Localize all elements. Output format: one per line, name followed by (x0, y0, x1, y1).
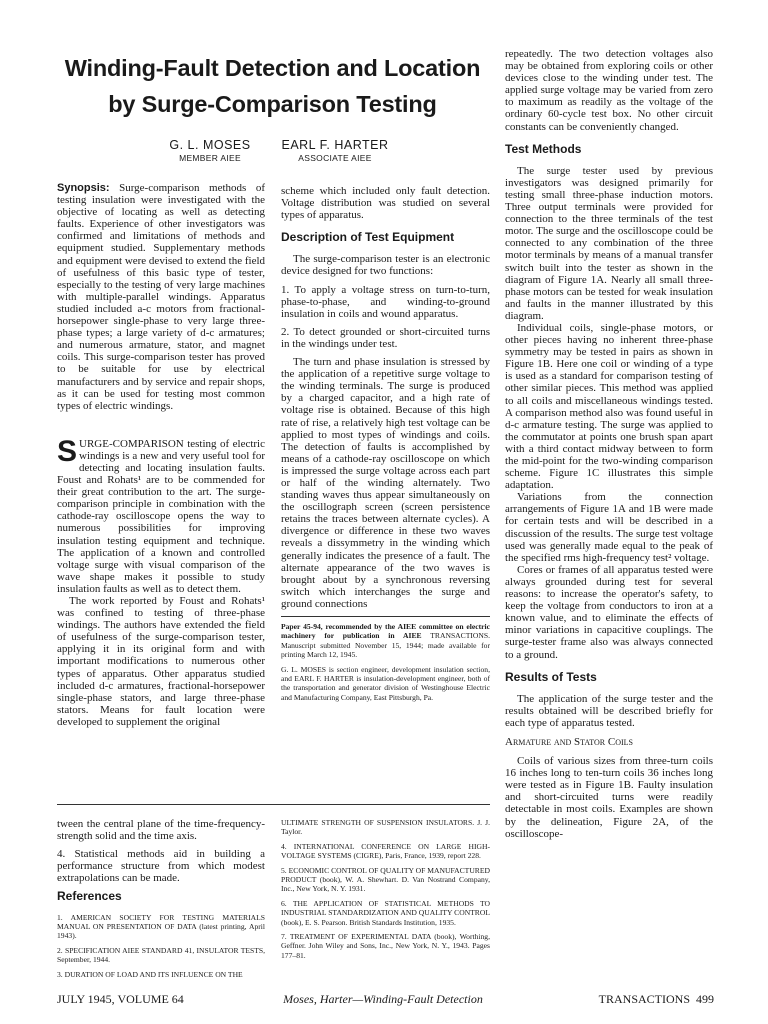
footnote-bold: Paper 45-94, recommended by the AIEE committee on electric machinery for publication in AIEE (281, 622, 490, 641)
synopsis (57, 182, 265, 412)
body-paragraph: Cores or frames of all apparatus tested were always grounded during test for several reasons: to increase the operator's safety, to keep the voltage from conductors to iron at a known value, and to eliminate the effects of minor variations in capacitive couplings. The surge-tester frame also was always connected to a ground. (505, 563, 713, 661)
intro-paragraph (57, 434, 265, 595)
body-paragraph: Individual coils, single-phase motors, or other pieces having no inherent three-phase symmetry may be tested in pairs as shown in Figure 1B. Here one coil or winding of a type is used as a standard for comparison testing of other similar pieces. This method was applied to all coils and miscellaneous windings tested. A comparison method also was found useful in d-c armature testing. The surge was applied to the commutator at points one brush span apart with a third contact midway between to form the mid-point for the two-winding comparison scheme. Figure 1C illustrates this simple adaptation. (505, 321, 713, 492)
footnote-paper-info (281, 622, 490, 660)
reference-item: 4. INTERNATIONAL CONFERENCE ON LARGE HIGH-VOLTAGE SYSTEMS (CIGRE), Paris, France, 1939, report 228. (281, 841, 490, 861)
footnote-divider (281, 616, 490, 617)
section-heading-test-methods: Test Methods (505, 141, 582, 156)
author-affiliation: MEMBER AIEE (179, 153, 241, 163)
title-line-1: Winding-Fault Detection and Location (64, 55, 481, 81)
reference-item: 2. SPECIFICATION AIEE STANDARD 41, INSULATOR TESTS, September, 1944. (57, 945, 265, 965)
reference-item: 3. DURATION OF LOAD AND ITS INFLUENCE ON THE (57, 969, 243, 979)
list-item: 2. To detect grounded or short-circuited turns in the windings under test. (281, 325, 490, 350)
lower-column-1 (57, 790, 265, 984)
drop-cap: S (57, 434, 78, 468)
column-3 (505, 48, 713, 840)
author-name: G. L. MOSES (169, 138, 251, 152)
body-paragraph: scheme which included only fault detection. Voltage distribution was studied on several types of apparatus. (281, 185, 490, 222)
body-paragraph: Variations from the connection arrangements of Figure 1A and 1B were made for certain tests and will be described in a discussion of the results. The surge test voltage used was generally made equal to the peak of the specified rms high-frequency test² voltage. (505, 491, 713, 564)
footnotes (281, 622, 490, 702)
author-name: EARL F. HARTER (281, 138, 389, 152)
author-moses (150, 138, 270, 163)
title-line-2: by Surge-Comparison Testing (108, 91, 437, 117)
author-harter (265, 138, 405, 163)
reference-item: 6. THE APPLICATION OF STATISTICAL METHODS TO INDUSTRIAL STANDARDIZATION AND QUALITY CONTROL (book), E. S. Pearson. British Standards Institution, 1935. (281, 898, 490, 927)
section-heading-results: Results of Tests (505, 669, 597, 684)
reference-item: 5. ECONOMIC CONTROL OF QUALITY OF MANUFACTURED PRODUCT (book), W. A. Shewhart. D. Van Nostrand Company, Inc., New York, N. Y. 1931. (281, 865, 490, 894)
footnote-authors: G. L. MOSES is section engineer, development insulation section, and EARL F. HARTER is insulation-development engineer, both of the transportation and generator division of Westinghouse Electric and Manufacturing Company, East Pittsburgh, Pa. (281, 664, 490, 702)
reference-item: 1. AMERICAN SOCIETY FOR TESTING MATERIALS MANUAL ON PRESENTATION OF DATA (latest printing, April 1943). (57, 912, 265, 941)
footer-journal-page: TRANSACTIONS 499 (598, 992, 714, 1006)
references-heading: References (57, 889, 122, 904)
author-affiliation: ASSOCIATE AIEE (298, 153, 372, 163)
footer-running-title: Moses, Harter—Winding-Fault Detection (283, 992, 483, 1006)
intro-text: URGE-COMPARISON testing of electric windings is a new and very useful tool for detecting and locating insulation faults. Foust and Rohats¹ are to be commended for their great contribution to the art. The surge-comparison principle in combination with the cathode-ray oscilloscope opens the way to numerous possibilities for improving insulation testing equipment and technique. The application of a known and controlled voltage surge with visual comparison of the wave shape makes it possible to study insulation faults as well as to detect them. (57, 437, 265, 595)
footer-issue: JULY 1945, VOLUME 64 (57, 992, 184, 1006)
body-paragraph: tween the central plane of the time-frequency-strength solid and the time axis. (57, 818, 265, 843)
subsection-heading-coils: Armature and Stator Coils (505, 735, 633, 748)
footnote-rest: TRANSACTIONS. Manuscript submitted November 15, 1944; made available for printing March 12, 1945. (281, 631, 490, 660)
body-paragraph: The surge tester used by previous investigators was designed primarily for testing small three-phase induction motors. Three output terminals were provided for connection to the three terminals of the test motor. The surge and the oscilloscope could be connected to any combination of the three motor terminals by means of a manual transfer switch built into the tester as shown in the diagram of Figure 1A. Nearly all small three-phase motors can be tested for weak insulation and faults in the manner illustrated by this diagram. (505, 164, 713, 322)
body-paragraph: The turn and phase insulation is stressed by the application of a repetitive surge voltage to the winding terminals. The surge is produced by a charged capacitor, and a high rate of voltage rise is obtained. Because of this high rate of rise, a relatively high test voltage can be applied to most types of windings and coils. The detection of faults is accomplished by means of a cathode-ray oscilloscope on which is impressed the surge voltage across each part or half of the winding alternately. Two standing waves thus appear simultaneously on the oscillograph screen (screen persistence retains the traces between alternate cycles). A divergence or difference in these two waves reveals a dissymmetry in the winding which generally indicates the presence of a fault. The alternate appearance of the two waves is brought about by a synchronous reversing switch which interchanges the surge and ground connections (281, 356, 490, 610)
page-title (40, 50, 505, 122)
list-item: 1. To apply a voltage stress on turn-to-turn, phase-to-phase, and winding-to-ground insulation in coils and wound apparatus. (281, 283, 490, 320)
reference-item: 7. TREATMENT OF EXPERIMENTAL DATA (book), Worthing, Geffner. John Wiley and Sons, Inc., New York, N. Y., 1943. Pages 177–81. (281, 932, 490, 960)
section-heading-test-equipment: Description of Test Equipment (281, 230, 455, 245)
synopsis-label: Synopsis: (57, 182, 110, 194)
column-2 (281, 185, 490, 707)
references-list-right (281, 818, 490, 965)
body-paragraph: Coils of various sizes from three-turn coils 16 inches long to ten-turn coils 36 inches long were tested as in Figure 1B. Faulty insulation and short-circuited turns were readily detectable in most coils. Examples are shown by the delineation, Figure 2A, of the oscilloscope- (505, 755, 713, 840)
body-paragraph: The work reported by Foust and Rohats¹ was confined to testing of three-phase windings. The authors have extended the field of usefulness of the surge-comparison tester, applying it in its original form and with important modifications to numerous other types of apparatus. Other apparatus studied included d-c armatures, fractional-horsepower single-phase stators, and large three-phase stators. Means for fault location were developed to supplement the original (57, 595, 265, 728)
body-paragraph: The application of the surge tester and the results obtained will be described briefly for each type of apparatus tested. (505, 692, 713, 729)
body-paragraph: The surge-comparison tester is an electronic device designed for two functions: (281, 253, 490, 278)
reference-item: ULTIMATE STRENGTH OF SUSPENSION INSULATORS. J. J. Taylor. (281, 818, 490, 837)
list-item: 4. Statistical methods aid in building a performance structure from which modest extrapolations can be made. (57, 848, 265, 885)
synopsis-text: Surge-comparison methods of testing insulation were investigated with the objective of locating as well as detecting faults. Experience of other investigators was confirmed and limitations of methods and equipment studied. Supplementary methods and equipment were devised to extend the field of usefulness of this basic type of tester, especially to the testing of very large machines with multiple-parallel windings. Apparatus studied included a-c motors from fractional-horsepower single-phase to very large three-phase types; a large variety of d-c armatures; and numerous armature, stator, and magnet coils. This surge-comparison tester has proved to be suitable for use by electrical manufacturers and by service and repair shops, as it can be used for testing most common types of electric windings. (57, 182, 266, 412)
body-paragraph: repeatedly. The two detection voltages also may be obtained from exploring coils or other devices close to the winding under test. The applied surge voltage may be varied from zero to maximum as readily as the voltage of the ordinary 60-cycle test box. No other circuit constants can be conveniently changed. (505, 48, 713, 133)
references-list-left (57, 913, 265, 979)
column-1 (57, 182, 265, 728)
